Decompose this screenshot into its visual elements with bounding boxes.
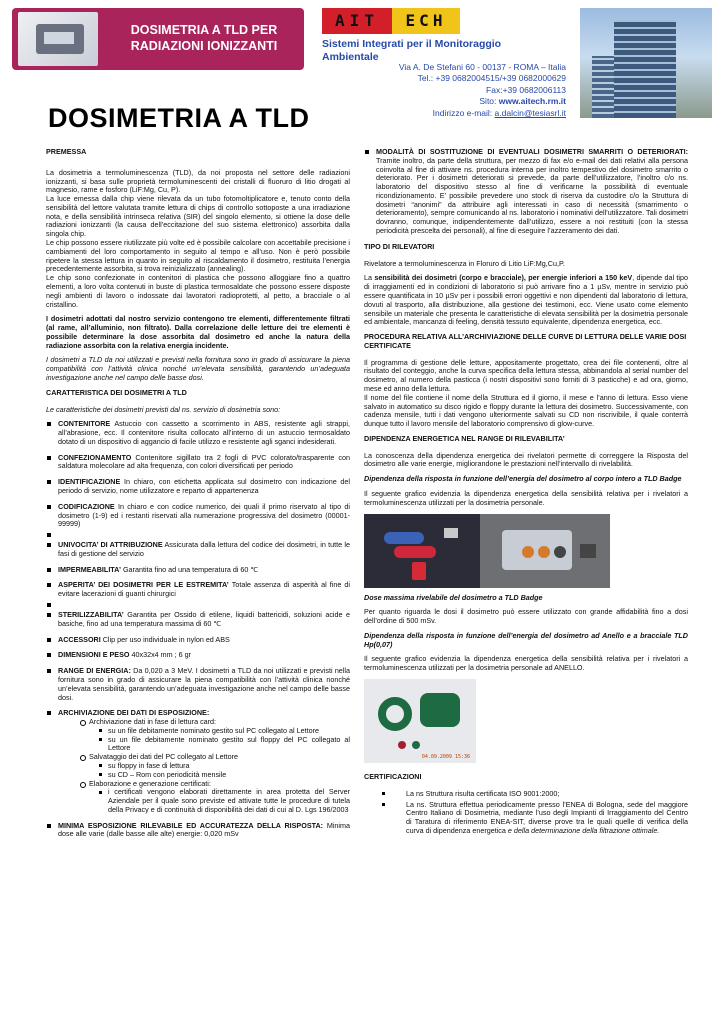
badge-dosimeter-photo bbox=[364, 514, 488, 588]
website-link[interactable]: www.aitech.rm.it bbox=[498, 96, 566, 107]
list-item: UNIVOCITA’ DI ATTRIBUZIONE Assicurata dalla lettura del codice dei dosimetri, in tutte le fasi di gestione del servizio bbox=[46, 541, 350, 559]
list-item: MINIMA ESPOSIZIONE RILEVABILE ED ACCURATEZZA DELLA RISPOSTA: Minima dose alle varie (dalle basse alle alte) energie: 0,020 mSv bbox=[46, 822, 350, 840]
archive-sublist: Archiviazione dati in fase di lettura card: su un file debitamente nominato gestito sul PC collegato al Lettore su un file debitamente nominato gestito sul floppy del PC collegato al Lettore Salvataggio dei dati del PC collegato al Lettore su floppy in fase di lettura su CD – Rom con periodicità mensile Elaborazione e generazione certificati: i certificati vengono elaborati direttamente in area protetta del Server Aziendale per il quale sono previste ed attivate tutte le procedure di tutela della Privacy e di continuità di disponibilità dei dati di cui al D. Lgs 196/2003 bbox=[80, 718, 350, 815]
caratteristica-heading: CARATTERISTICA DEI DOSIMETRI A TLD bbox=[46, 387, 187, 397]
aitech-logo: AIT ECH bbox=[322, 8, 460, 34]
list-item: ACCESSORI Clip per uso individuale in nylon ed ABS bbox=[46, 636, 350, 645]
list-item: CONFEZIONAMENTO Contenitore sigillato tra 2 fogli di PVC colorato/trasparente con saldatura molecolare ad alta frequenza, con colori diversificati per periodo bbox=[46, 454, 350, 472]
email-link[interactable]: a.dalcin@tesiasrl.it bbox=[494, 107, 566, 118]
premessa-heading: PREMESSA bbox=[46, 147, 87, 156]
photo-timestamp: 04.09.2009 15:36 bbox=[421, 753, 470, 760]
list-item: La ns. Struttura effettua periodicamente presso l’ENEA di Bologna, sede del maggiore Centro Italiano di Dosimetria, mediante l’uso degli Impianti di Irraggiamento del Centro di Taratura di riferimento ENEA-SIT, diverse prove tra le quali quelle di verifica della curva di dipendenza energetica e della determinazione della filtrazione ottimale. bbox=[382, 801, 688, 836]
certificazioni-heading: CERTIFICAZIONI bbox=[364, 772, 422, 782]
dipendenza-heading: DIPENDENZA ENERGETICA NEL RANGE DI RILEVABILITA’ bbox=[364, 433, 565, 443]
list-item: STERILIZZABILITA’ Garantita per Ossido di etilene, liquidi battericidi, soluzioni acide e basiche, fino ad una temperatura massima di 60 ℃ bbox=[46, 611, 350, 629]
telephone: Tel.: +39 0682004515/+39 0682000629 bbox=[417, 73, 566, 84]
page-title: DOSIMETRIA A TLD bbox=[48, 103, 310, 133]
procedura-heading: PROCEDURA RELATIVA ALL’ARCHIVIAZIONE DELLE CURVE DI LETTURA DELLE VARIE DOSI CERTIFICATE bbox=[364, 332, 687, 350]
tld-chips-photo bbox=[480, 514, 610, 588]
header-banner bbox=[12, 8, 304, 70]
contact-block: Via A. De Stefani 60 - 00137 - ROMA – Italia Tel.: +39 0682004515/+39 0682000629 Fax:+39 0682006113 Sito: www.aitech.rm.it Indirizzo e-mail: a.dalcin@tesiasrl.it bbox=[398, 62, 566, 118]
dosimeter-device-photo bbox=[18, 12, 98, 66]
features-list bbox=[46, 420, 350, 839]
list-item: CODIFICAZIONE In chiaro e con codice numerico, dei quali il primo riservato al tipo di dosimetro (1-9) ed i restanti riservati alla numerazione progressiva del dosimetro (00001-99999) bbox=[46, 503, 350, 529]
list-item: La ns Struttura risulta certificata ISO 9001:2000; bbox=[382, 790, 688, 799]
list-item: MODALITÀ DI SOSTITUZIONE DI EVENTUALI DOSIMETRI SMARRITI O DETERIORATI: Tramite inoltro, da parte della struttura, per mezzo di fax e/o e-mail dei dati relativi alla persona coinvolta al fine di attivare ns. procedura interna per inoltro tempestivo del dosimetro smarrito o deteriorato. Per i dosimetri deteriorati si prevede, da parte dell’utilizzatore, l’inoltro c/o ns. laboratorio del dispositivo stesso al fine di verificarne la possibilità di eventuale ricondizionamento. E’ possibile prevedere uno stock di riserva da custodire c/o la Struttura di dosimetri “anonimi” da attribuire agli interessati in caso di necessità (smarrimento o deterioramento), sempre comunicando al ns. laboratorio i nominativi dell’utilizzatore. Tali dosimetri dovranno, comunque, indipendentemente dall’utilizzo, essere a noi restituiti (con la stessa periodicità prescelta dei personali), al fine di eseguire l’azzeramento dei dati. bbox=[364, 148, 688, 236]
list-item: RANGE DI ENERGIA: Da 0,020 a 3 MeV. I dosimetri a TLD da noi utilizzati e previsti nella fornitura sono in grado di assicurare la piena compatibilità con l’attività clinica nonché un’elevata sensibilità, garantendo un’adeguata investigazione anche nel campo delle basse dosi. bbox=[46, 667, 350, 702]
right-column: MODALITÀ DI SOSTITUZIONE DI EVENTUALI DOSIMETRI SMARRITI O DETERIORATI: Tramite inoltro, da parte della struttura, per mezzo di fax e/o e-mail dei dati relativi alla persona coinvolta al fine di attivare ns. procedura interna per inoltro tempestivo del dosimetro smarrito o deteriorato. Per i dosimetri deteriorati si prevede, da parte dell’utilizzatore, l’inoltro c/o ns. laboratorio del dispositivo stesso al fine di verificarne la possibilità di eventuale ricondizionamento. E’ possibile prevedere uno stock di riserva da custodire c/o la Struttura di dosimetri “anonimi” da attribuire agli interessati in caso di necessità (smarrimento o deterioramento), sempre comunicando al ns. laboratorio i nominativi dell’utilizzatore. Tali dosimetri dovranno, comunque, indipendentemente dall’utilizzo, essere a noi restituiti (con la stessa periodicità prescelta dei personali), al fine di eseguire l’azzeramento dei dati. TIPO DI RILEVATORI Rivelatore a termoluminescenza in Floruro di Litio LiF:Mg,Cu,P. La sensibilità dei dosimetri (corpo e bracciale), per energie inferiori a 150 keV, dipende dal tipo di irraggiamenti ed in condizioni di laboratorio si può arrivare fino a 1 µSv, mentre in servizio può essere quantificata in 10 µSv per i possibili errori oggettivi e non dipendenti dal laboratorio di lettura, dovuti al trasporto, alla distribuzione, alla gestione dei testimoni, ecc. Viene usato come elemento sensibile un materiale che presenta le caratteristiche di elevata sensibilità per la dosimetria personale ed ambientale, mancanza di feeling, densità tessuto equivalente, dipendenza energetica, ecc. PROCEDURA RELATIVA ALL’ARCHIVIAZIONE DELLE CURVE DI LETTURA DELLE VARIE DOSI CERTIFICATE Il programma di gestione delle letture, appositamente progettato, crea dei file contenenti, oltre al risultato del conteggio, anche la curva specifica della lettura stessa, abbinandola al serial number del dosimetro, al numero della pasticca (i nostri dispositivi sono forniti di 3 pasticche) e ad ora, giorno, mese ed anno della lettura. Il nome del file contiene il nome della Struttura ed il giorno, il mese e l’anno di lettura. Esso viene salvato in automatico su disco rigido e floppy durante la lettura dei dosimetro. Successivamente, con cadenza mensile, tutti i dati vengono ulteriormente salvati su CD non riscrivibile, il quale conterrà dunque tutto il lavoro mensile del laboratorio comprensivo di glow-curve. DIPENDENZA ENERGETICA NEL RANGE DI RILEVABILITA’ La conoscenza della dipendenza energetica dei rivelatori permette di correggere la Risposta del dosimetro alle varie energie, migliorandone le prestazioni nell’intervallo di rivelabilità. Dipendenza della risposta in funzione dell’energia del dosimetro al corpo intero a TLD Badge Il seguente grafico evidenzia la dipendenza energetica della sensibilità relativa per i rivelatori a termoluminescenza utilizzati per la dosimetria personale. Dose massima rivelabile del dosimetro a TLD Badge Per quanto riguarda le dosi il dosimetro può essere utilizzato con grande affidabilità fino a dosi dell’ordine di 500 mSv. Dipendenza della risposta in funzione dell’energia del dosimetro ad Anello e a bracciale TLD Hp(0,07) Il seguente grafico evidenzia la dipendenza energetica della sensibilità relativa per i rivelatori a termoluminescenza utilizzati per la dosimetria personale ad ANELLO. 04.09.2009 15:36 CERTIFICAZIONI La ns Struttura risulta certificata ISO 9001:2000; La ns. Struttura effettua periodicamente presso l’ENEA di Bologna, sede del maggiore Centro Italiano di Dosimetria, mediante l’uso degli Impianti di Irraggiamento del Centro di Taratura di riferimento ENEA-SIT, diverse prove tra le quali quelle di verifica della curva di dipendenza energetica e della determinazione della filtrazione ottimale. bbox=[364, 147, 688, 835]
list-item: IDENTIFICAZIONE In chiaro, con etichetta applicata sul dosimetro con indicazione del periodo di servizio, nome utilizzatore e reparto di appartenenza bbox=[46, 478, 350, 496]
fax: Fax:+39 0682006113 bbox=[486, 84, 566, 95]
tipo-heading: TIPO DI RILEVATORI bbox=[364, 241, 435, 251]
list-item: ASPERITA’ DEI DOSIMETRI PER LE ESTREMITA’ Totale assenza di asperità al fine di evitare lacerazioni di guanti chirurgici bbox=[46, 581, 350, 599]
list-item: IMPERMEABILITA’ Garantita fino ad una temperatura di 60 ℃ bbox=[46, 566, 350, 575]
list-item: ARCHIVIAZIONE DEI DATI DI ESPOSIZIONE: Archiviazione dati in fase di lettura card: su un file debitamente nominato gestito sul PC collegato al Lettore su un file debitamente nominato gestito sul floppy del PC collegato al Lettore Salvataggio dei dati del PC collegato al Lettore su floppy in fase di lettura su CD – Rom con periodicità mensile Elaborazione e generazione certificati: i certificati vengono elaborati direttamente in area protetta del Server Aziendale per il quale sono previste ed attivate tutte le procedure di tutela della Privacy e di continuità di disponibilità dei dati di cui al D. Lgs 196/2003 bbox=[46, 709, 350, 814]
list-item: CONTENITORE Astuccio con cassetto a scorrimento in ABS, resistente agli strappi, all’abrasione, ecc. Il contenitore risulta collocato all’interno di un astuccio termosaldato dotato di un dispositivo di aggancio di facile utilizzo e resistente agli sganci indesiderati. bbox=[46, 420, 350, 446]
left-column: PREMESSA La dosimetria a termoluminescenza (TLD), da noi proposta nel settore delle radiazioni ionizzanti, si basa sulle proprietà termoluminescenti dei cristalli di fluoruro di litio drogati al magnesio, rame e fosforo (LiF:Mg, Cu, P). La luce emessa dalla chip viene rilevata da un tubo fotomoltiplicatore e, tenuto conto della sensibilità del lettore valutata tramite lettura di chips di controllo sottoposte a una irradiazione nota, e della sensibilità intrinseca relativa (SIR) del singolo elemento, si ottiene la dose delle radiazioni ionizzanti (la causa dell’eccitazione del suo sistema elettronico) assorbita dalla singola chip. Le chip possono essere riutilizzate più volte ed è possibile calcolare con accettabile precisione i cambiamenti del loro comportamento in seguito al tempo e all’uso. Non è però possibile ripetere la stessa lettura in quanto in seguito al riscaldamento il dosimetro, restituita l’energia precedentemente assorbita, si trova reinizializzato (annealing). Le chip sono confezionate in contenitori di plastica che possono alloggiare fino a quattro elementi, a loro volta contenuti in buste di plastica termosaldate che possono essere disposte negli ambienti di lavoro o indossate dai lavoratori radioprotetti, al petto, a bracciale o al cristallino. I dosimetri adottati dal nostro servizio contengono tre elementi, differentemente filtrati (al rame, all’alluminio, non filtrato). Dalla correlazione delle letture dei tre elementi è possibile determinare la dose assorbita dal dosimetro ed anche la natura della radiazione assorbita con la relativa energia incidente. I dosimetri a TLD da noi utilizzati e previsti nella fornitura sono in grado di assicurare la piena compatibilità con l’attività clinica nonché un’elevata sensibilità, garantendo un’adeguata investigazione anche nel campo delle basse dosi. CARATTERISTICA DEI DOSIMETRI A TLD Le caratteristiche dei dosimetri previsti dal ns. servizio di dosimetria sono: CONTENITORE Astuccio con cassetto a scorrimento in ABS, resistente agli strappi, all’abrasione, ecc. Il contenitore risulta collocato all’interno di un astuccio termosaldato dotato di un dispositivo di aggancio di facile utilizzo e resistente agli sganci indesiderati. CONFEZIONAMENTO Contenitore sigillato tra 2 fogli di PVC colorato/trasparente con saldatura molecolare ad alta frequenza, con colori diversificati per periodo IDENTIFICAZIONE In chiaro, con etichetta applicata sul dosimetro con indicazione del periodo di servizio, nome utilizzatore e reparto di appartenenza CODIFICAZIONE In chiaro e con codice numerico, dei quali il primo riservato al tipo di dosimetro (1-9) ed i restanti riservati alla numerazione progressiva del dosimetro (00001-99999) UNIVOCITA’ DI ATTRIBUZIONE Assicurata dalla lettura del codice dei dosimetri, in tutte le fasi di gestione del servizio IMPERMEABILITA’ Garantita fino ad una temperatura di 60 ℃ ASPERITA’ DEI DOSIMETRI PER LE ESTREMITA’ Totale assenza di asperità al fine di evitare lacerazioni di guanti chirurgici STERILIZZABILITA’ Garantita per Ossido di etilene, liquidi battericidi, soluzioni acide e basiche, fino ad una temperatura massima di 60 ℃ ACCESSORI Clip per uso individuale in nylon ed ABS DIMENSIONI E PESO 40x32x4 mm ; 6 gr RANGE DI ENERGIA: Da 0,020 a 3 MeV. I dosimetri a TLD da noi utilizzati e previsti nella fornitura sono in grado di assicurare la piena compatibilità con l’attività clinica nonché un’elevata sensibilità, garantendo un’adeguata investigazione anche nel campo delle basse dosi. ARCHIVIAZIONE DEI DATI DI ESPOSIZIONE: Archiviazione dati in fase di lettura card: su un file debitamente nominato gestito sul PC collegato al Lettore su un file debitamente nominato gestito sul floppy del PC collegato al Lettore Salvataggio dei dati del PC collegato al Lettore su floppy in fase di lettura su CD – Rom con periodicità mensile Elaborazione e generazione certificati: i certificati vengono elaborati direttamente in area protetta del Server Aziendale per il quale sono previste ed attivate tutte le procedure di tutela della Privacy e di continuità di disponibilità dei dati di cui al D. Lgs 196/2003 MINIMA ESPOSIZIONE RILEVABILE ED ACCURATEZZA DELLA RISPOSTA: Minima dose alle varie (dalle basse alle alte) energie: 0,020 mSv bbox=[46, 147, 350, 839]
list-item: DIMENSIONI E PESO 40x32x4 mm ; 6 gr bbox=[46, 651, 350, 660]
company-tagline: Sistemi Integrati per il Monitoraggio Ambientale bbox=[322, 38, 502, 63]
certifications-list bbox=[382, 790, 688, 836]
banner-title: DOSIMETRIA A TLD PER RADIAZIONI IONIZZANTI bbox=[130, 23, 278, 54]
address: Via A. De Stefani 60 - 00137 - ROMA – Italia bbox=[398, 62, 566, 72]
building-photo bbox=[580, 8, 712, 118]
ring-dosimeter-photo bbox=[364, 679, 476, 763]
